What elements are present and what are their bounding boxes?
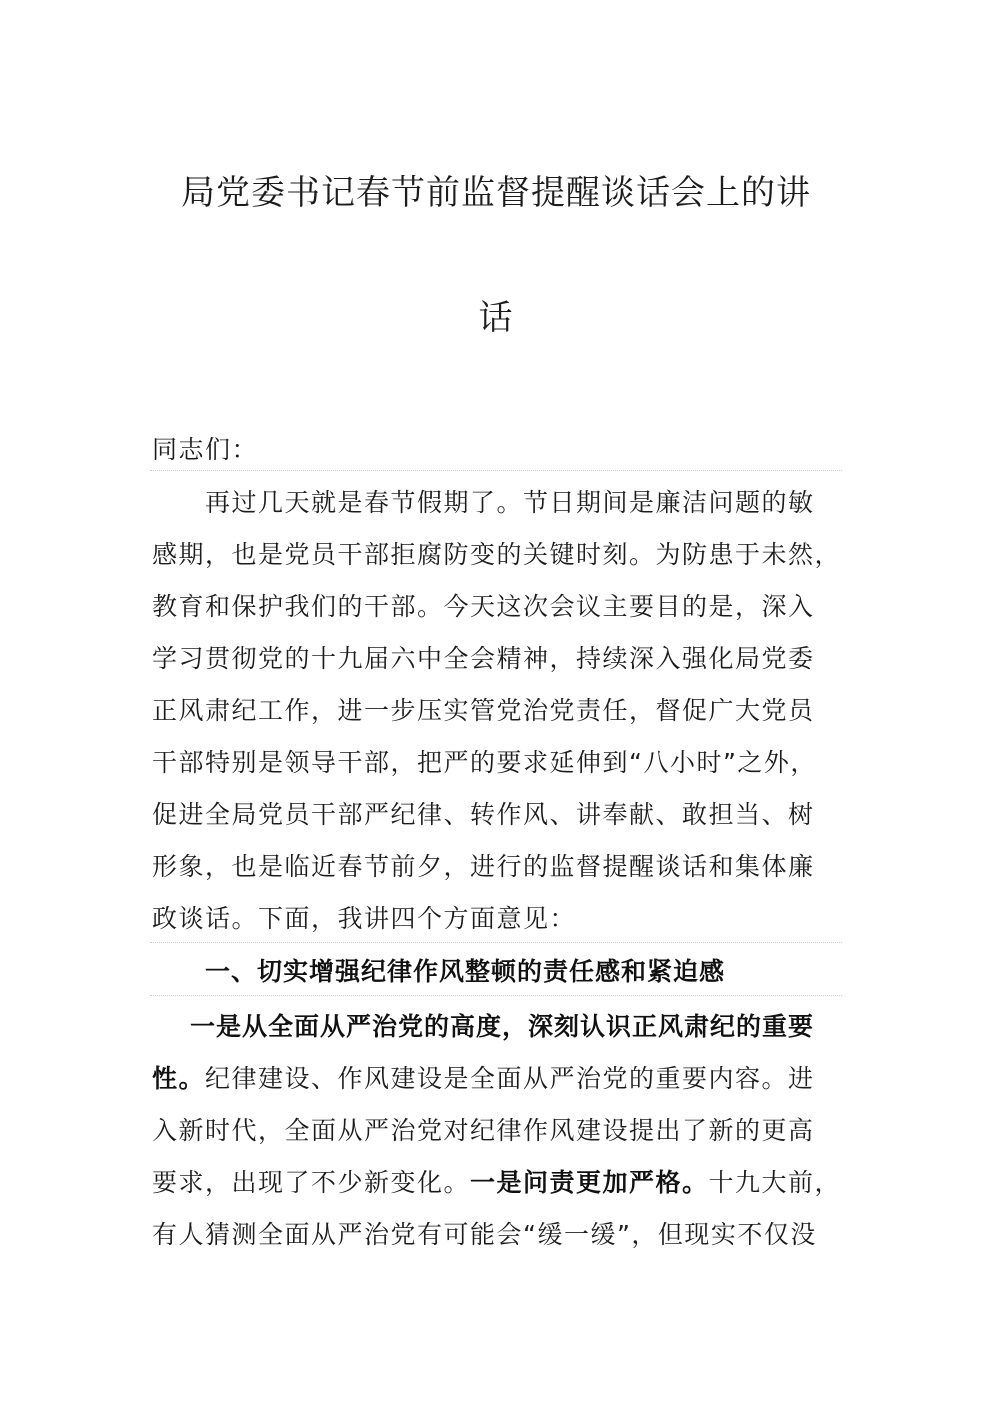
paragraph-text: 纪律建设、作风建设是全面从严治党的重要内容。进 [205, 1064, 815, 1093]
paragraph-line: 正风肃纪工作，进一步压实管党治党责任，督促广大党员 [152, 696, 815, 725]
sub-point-heading: 一是问责更加严格。 [470, 1168, 709, 1197]
paragraph-line: 有人猜测全面从严治党有可能会“缓一缓”，但现实不仅没 [152, 1220, 817, 1249]
paragraph-line: 形象，也是临近春节前夕，进行的监督提醒谈话和集体廉 [152, 852, 815, 881]
paragraph-line: 学习贯彻党的十九届六中全会精神，持续深入强化局党委 [152, 644, 815, 673]
section-heading: 一、切实增强纪律作风整顿的责任感和紧迫感 [205, 957, 726, 986]
dotted-rule [150, 942, 842, 943]
paragraph-line [152, 1166, 842, 1200]
salutation: 同志们： [152, 435, 259, 464]
dotted-rule [150, 470, 842, 471]
paragraph-line [152, 1062, 832, 1096]
document-title-line-1: 局党委书记春节前监督提醒谈话会上的讲 [181, 173, 811, 213]
paragraph-line: 感期，也是党员干部拒腐防变的关键时刻。为防患于未然， [152, 540, 842, 569]
point-heading: 一是从全面从严治党的高度，深刻认识正风肃纪的重要 [190, 1012, 815, 1041]
paragraph-line: 干部特别是领导干部，把严的要求延伸到“八小时”之外， [152, 748, 817, 777]
paragraph-text: 要求，出现了不少新变化。 [152, 1168, 471, 1197]
paragraph-line: 促进全局党员干部严纪律、转作风、讲奉献、敢担当、树 [152, 800, 815, 829]
paragraph-line: 政谈话。下面，我讲四个方面意见： [152, 904, 577, 933]
point-heading-tail: 性。 [152, 1064, 206, 1093]
paragraph-line: 教育和保护我们的干部。今天这次会议主要目的是，深入 [152, 592, 815, 621]
dotted-rule [150, 995, 842, 996]
paragraph-text: 十九大前， [708, 1168, 842, 1197]
paragraph-line: 入新时代，全面从严治党对纪律作风建设提出了新的更高 [152, 1116, 815, 1145]
document-title-line-2: 话 [478, 298, 514, 338]
paragraph-line: 再过几天就是春节假期了。节日期间是廉洁问题的敏 [205, 488, 815, 517]
